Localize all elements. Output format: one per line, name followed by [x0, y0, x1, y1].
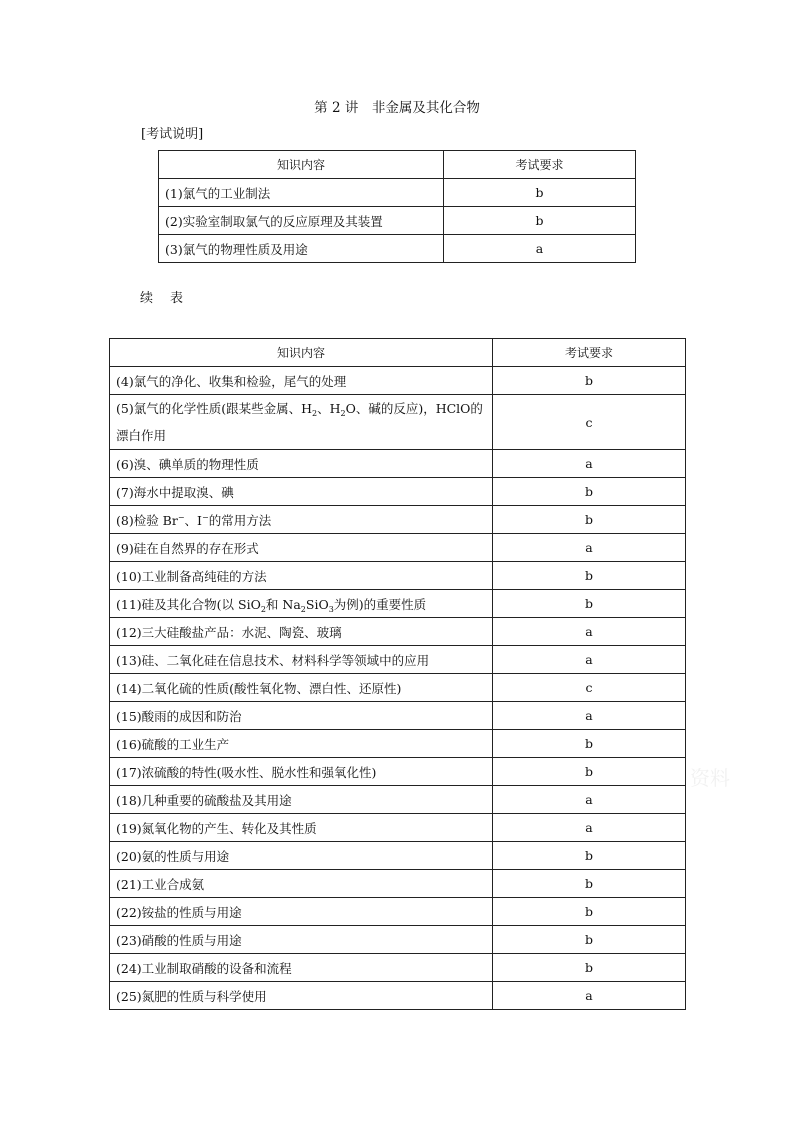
table-row: [110, 367, 686, 395]
table-row: [110, 646, 686, 674]
knowledge-cell: (10)工业制备高纯硅的方法: [110, 562, 493, 590]
requirement-cell: c: [493, 395, 686, 450]
table-row: [110, 758, 686, 786]
header-requirement: 考试要求: [444, 151, 636, 179]
knowledge-cell: (19)氮氧化物的产生、转化及其性质: [110, 814, 493, 842]
requirement-cell: a: [493, 702, 686, 730]
page-title: 第 2 讲 非金属及其化合物: [314, 100, 480, 116]
requirement-cell: b: [493, 590, 686, 618]
knowledge-cell: (6)溴、碘单质的物理性质: [110, 450, 493, 478]
knowledge-cell: (3)氯气的物理性质及用途: [159, 235, 444, 263]
table-row: [110, 842, 686, 870]
table-row: [110, 730, 686, 758]
table-row: [110, 562, 686, 590]
table-row: [159, 179, 636, 207]
table-body: [110, 367, 686, 1010]
requirement-cell: b: [444, 207, 636, 235]
requirement-cell: b: [493, 926, 686, 954]
knowledge-cell: (20)氨的性质与用途: [110, 842, 493, 870]
knowledge-cell: (12)三大硅酸盐产品：水泥、陶瓷、玻璃: [110, 618, 493, 646]
exam-requirements-table-continued: [109, 338, 686, 1010]
knowledge-cell: (23)硝酸的性质与用途: [110, 926, 493, 954]
table-row: [110, 702, 686, 730]
watermark: 资料: [690, 766, 730, 790]
knowledge-cell: (2)实验室制取氯气的反应原理及其装置: [159, 207, 444, 235]
knowledge-cell: (8)检验 Br−、I−的常用方法: [110, 506, 493, 534]
table-row: [110, 534, 686, 562]
knowledge-cell: (4)氯气的净化、收集和检验，尾气的处理: [110, 367, 493, 395]
table-row: [159, 235, 636, 263]
knowledge-cell: (15)酸雨的成因和防治: [110, 702, 493, 730]
requirement-cell: a: [493, 450, 686, 478]
requirement-cell: b: [444, 179, 636, 207]
requirement-cell: a: [493, 646, 686, 674]
knowledge-cell: (24)工业制取硝酸的设备和流程: [110, 954, 493, 982]
requirement-cell: b: [493, 870, 686, 898]
knowledge-cell: (13)硅、二氧化硅在信息技术、材料科学等领域中的应用: [110, 646, 493, 674]
requirement-cell: b: [493, 562, 686, 590]
table-row: [110, 786, 686, 814]
requirement-cell: a: [493, 534, 686, 562]
table-row: [110, 618, 686, 646]
table-row: [110, 898, 686, 926]
table-row: [110, 590, 686, 618]
knowledge-cell: (9)硅在自然界的存在形式: [110, 534, 493, 562]
section-heading: [考试说明]: [141, 127, 204, 142]
table-row: [110, 450, 686, 478]
requirement-cell: a: [444, 235, 636, 263]
exam-requirements-table: [158, 150, 636, 263]
requirement-cell: b: [493, 898, 686, 926]
table-row: [110, 674, 686, 702]
knowledge-cell: (11)硅及其化合物(以 SiO$_2$和 $Na_2SiO_3$为例)的重要性质: [110, 590, 493, 618]
table-header-row: [159, 151, 636, 179]
knowledge-cell: (14)二氧化硫的性质(酸性氧化物、漂白性、还原性): [110, 674, 493, 702]
table-header-row: [110, 339, 686, 367]
requirement-cell: b: [493, 367, 686, 395]
requirement-cell: b: [493, 842, 686, 870]
requirement-cell: a: [493, 618, 686, 646]
table-row: [110, 926, 686, 954]
table-row: [110, 478, 686, 506]
requirement-cell: b: [493, 506, 686, 534]
table-row: [110, 395, 686, 450]
header-knowledge: 知识内容: [159, 151, 444, 179]
requirement-cell: b: [493, 758, 686, 786]
requirement-cell: a: [493, 814, 686, 842]
requirement-cell: b: [493, 954, 686, 982]
table-row: [110, 870, 686, 898]
knowledge-cell: (25)氮肥的性质与科学使用: [110, 982, 493, 1010]
knowledge-cell: (1)氯气的工业制法: [159, 179, 444, 207]
knowledge-cell: (7)海水中提取溴、碘: [110, 478, 493, 506]
knowledge-cell: (22)铵盐的性质与用途: [110, 898, 493, 926]
table-row: [159, 207, 636, 235]
knowledge-cell: (17)浓硫酸的特性(吸水性、脱水性和强氧化性): [110, 758, 493, 786]
table-row: [110, 814, 686, 842]
requirement-cell: a: [493, 982, 686, 1010]
knowledge-cell: (5)氯气的化学性质(跟某些金属、$H_2$、$H_2O$、碱的反应)，HClO的漂白作用: [110, 395, 493, 450]
header-knowledge: 知识内容: [110, 339, 493, 367]
requirement-cell: c: [493, 674, 686, 702]
table-row: [110, 506, 686, 534]
requirement-cell: b: [493, 730, 686, 758]
table-row: [110, 954, 686, 982]
continued-label: 续 表: [140, 291, 186, 306]
knowledge-cell: (16)硫酸的工业生产: [110, 730, 493, 758]
requirement-cell: a: [493, 786, 686, 814]
knowledge-cell: (18)几种重要的硫酸盐及其用途: [110, 786, 493, 814]
header-requirement: 考试要求: [493, 339, 686, 367]
table-row: [110, 982, 686, 1010]
requirement-cell: b: [493, 478, 686, 506]
knowledge-cell: (21)工业合成氨: [110, 870, 493, 898]
